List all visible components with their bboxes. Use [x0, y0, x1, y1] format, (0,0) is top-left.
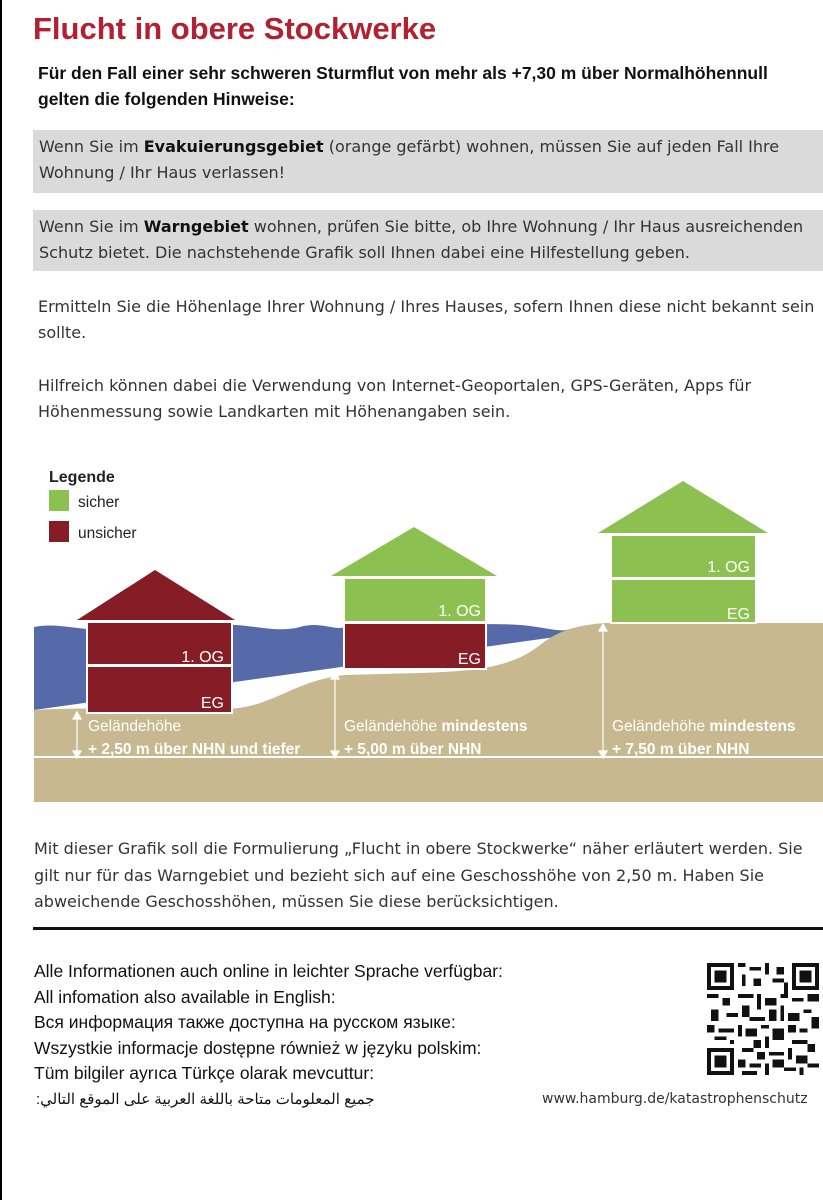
- house3-elevation-line2: + 7,50 m über NHN: [612, 741, 750, 758]
- warning-notice-box: [33, 210, 823, 271]
- house2-elevation-line2: + 5,00 m über NHN: [344, 741, 482, 758]
- house1-upper-label: 1. OG: [181, 649, 224, 666]
- house1-elevation-line1: Geländehöhe: [88, 718, 182, 735]
- evacuation-notice-pre: Wenn Sie im: [39, 137, 144, 156]
- house3-elevation-line1: Geländehöhe mindestens: [612, 718, 796, 735]
- language-line-russian: Вся информация также доступна на русском языке:: [34, 1012, 456, 1032]
- elevation-instruction: Ermitteln Sie die Höhenlage Ihrer Wohnung / Ihres Hauses, sofern Ihnen diese nicht bekannt sein sollte.: [38, 297, 815, 342]
- warning-notice-pre: Wenn Sie im: [39, 217, 144, 236]
- language-line-easy-german: Alle Informationen auch online in leichter Sprache verfügbar:: [34, 961, 503, 981]
- house2-roof: [331, 527, 497, 576]
- language-line-english: All infomation also available in English:: [34, 986, 336, 1007]
- website-url[interactable]: www.hamburg.de/katastrophenschutz: [542, 1091, 808, 1107]
- language-line-polish: Wszystkie informacje dostępne również w języku polskim:: [34, 1037, 482, 1058]
- legend-unsafe-label: unsicher: [78, 525, 137, 542]
- qr-code-icon[interactable]: [707, 963, 819, 1075]
- house3-ground-label: EG: [726, 606, 750, 623]
- house3-upper-label: 1. OG: [707, 559, 750, 576]
- house1-roof: [77, 570, 235, 620]
- house-mid-elevation: [331, 527, 497, 669]
- house3-roof: [598, 481, 768, 533]
- intro-subtitle: Für den Fall einer sehr schweren Sturmflut von mehr als +7,30 m über Normalhöhennull gelten die folgenden Hinweise:: [38, 63, 768, 109]
- house2-ground-label: EG: [457, 651, 481, 668]
- legend-title: Legende: [49, 469, 115, 486]
- language-availability-list: [34, 959, 654, 1112]
- graphic-caption: Mit dieser Grafik soll die Formulierung „Flucht in obere Stockwerke“ näher erläutert werden. Sie gilt nur für das Warngebiet und bezieht sich auf eine Geschosshöhe von 2,50 m. Haben Sie abweichende Geschosshöhen, müssen Sie diese berücksichtigen.: [34, 839, 803, 911]
- legend: [49, 469, 137, 542]
- evacuation-notice-post: (orange gefärbt) wohnen, müssen Sie auf jeden Fall Ihre Wohnung / Ihr Haus verlassen!: [39, 137, 780, 182]
- tools-hint: Hilfreich können dabei die Verwendung von Internet-Geoportalen, GPS-Geräten, Apps für Höhenmessung sowie Landkarten mit Höhenangaben sein.: [38, 376, 752, 421]
- house-low-elevation: [77, 570, 235, 713]
- arrow-head-icon: [331, 672, 339, 679]
- house2-elevation-line1: Geländehöhe mindestens: [344, 718, 528, 735]
- section-divider: [33, 927, 823, 930]
- page-title: Flucht in obere Stockwerke: [33, 11, 437, 46]
- evacuation-area-term: Evakuierungsgebiet: [143, 137, 324, 156]
- flood-graphic: [0, 455, 823, 805]
- legend-safe-label: sicher: [78, 494, 120, 511]
- warning-notice-post: wohnen, prüfen Sie bitte, ob Ihre Wohnung / Ihr Haus ausreichenden Schutz bietet. Die nachstehende Grafik soll Ihnen dabei eine Hilfestellung geben.: [39, 217, 804, 262]
- language-line-turkish: Tüm bilgiler ayrıca Türkçe olarak mevcuttur:: [34, 1063, 375, 1083]
- house2-upper-label: 1. OG: [438, 603, 481, 620]
- house1-elevation-line2: + 2,50 m über NHN und tiefer: [88, 741, 301, 758]
- evacuation-notice-box: [33, 130, 823, 193]
- house-high-elevation: [598, 481, 768, 623]
- language-line-arabic: جميع المعلومات متاحة باللغة العربية على الموقع التالي:: [36, 1090, 375, 1108]
- warning-area-term: Warngebiet: [143, 217, 249, 236]
- legend-unsafe-swatch: [49, 521, 69, 542]
- house1-ground-label: EG: [200, 695, 224, 712]
- legend-safe-swatch: [49, 490, 69, 511]
